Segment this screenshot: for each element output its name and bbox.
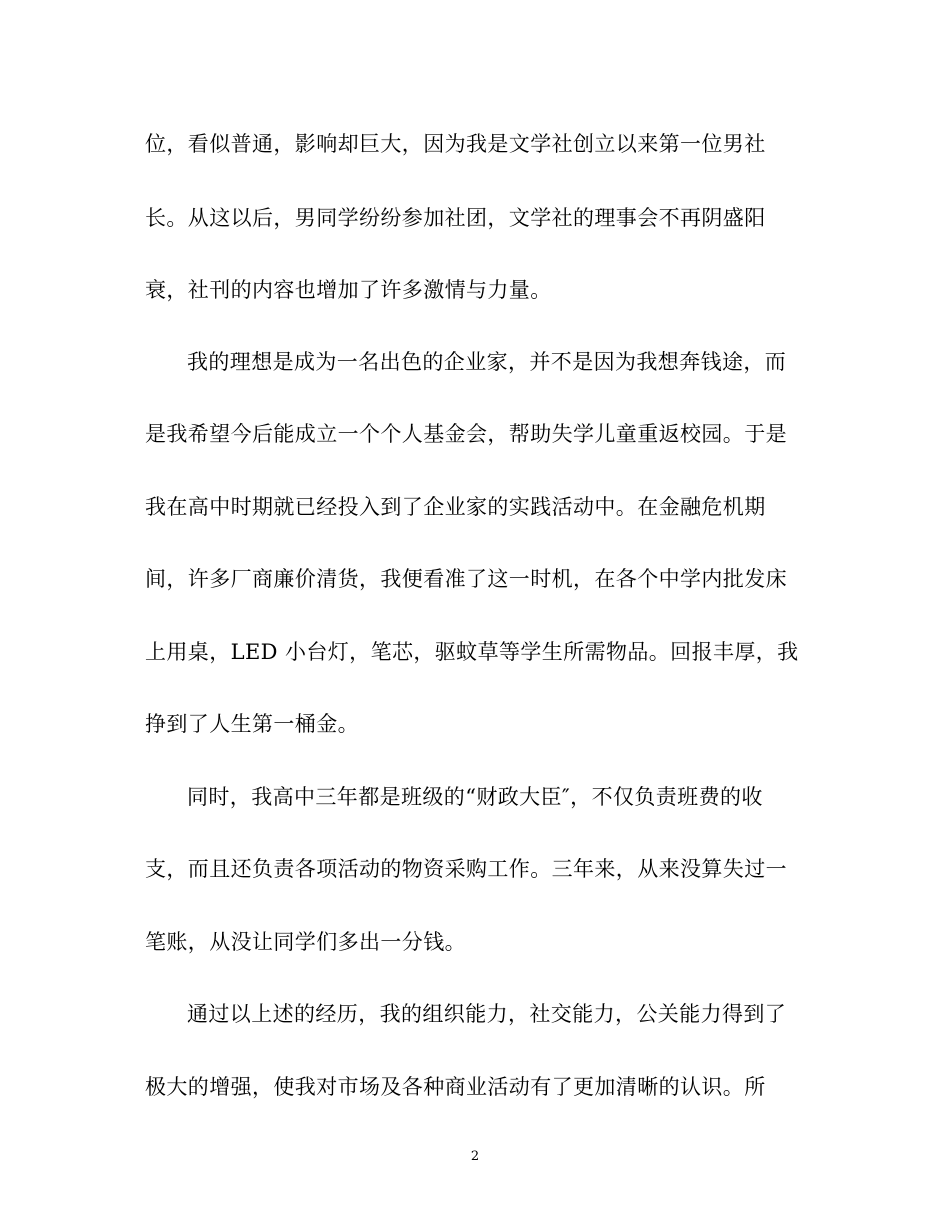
text-line: 是我希望今后能成立一个个人基金会，帮助失学儿童重返校园。于是 [145, 422, 787, 446]
text-line: 衰，社刊的内容也增加了许多激情与力量。 [145, 278, 552, 302]
text-line: 间，许多厂商廉价清货，我便看准了这一时机，在各个中学内批发床 [145, 567, 787, 591]
text-line: 支，而且还负责各项活动的物资采购工作。三年来，从来没算失过一 [145, 857, 787, 881]
text-line: 长。从这以后，男同学纷纷参加社团，文学社的理事会不再阴盛阳 [145, 206, 766, 230]
paragraph-first-line: 同时，我高中三年都是班级的“财政大臣″，不仅负责班费的收 [187, 785, 763, 809]
text-line: 位，看似普通，影响却巨大，因为我是文学社创立以来第一位男社 [145, 132, 766, 156]
page-number: 2 [470, 1149, 480, 1164]
text-line: 挣到了人生第一桶金。 [145, 712, 359, 736]
text-line: 我在高中时期就已经投入到了企业家的实践活动中。在金融危机期 [145, 495, 766, 519]
paragraph-first-line: 我的理想是成为一名出色的企业家，并不是因为我想奔钱途，而 [187, 350, 787, 374]
text-line: 上用桌，LED 小台灯，笔芯，驱蚊草等学生所需物品。回报丰厚，我 [145, 640, 799, 664]
text-line: 笔账，从没让同学们多出一分钱。 [145, 930, 466, 954]
paragraph-first-line: 通过以上述的经历，我的组织能力，社交能力，公关能力得到了 [187, 1002, 787, 1026]
text-line: 极大的增强，使我对市场及各种商业活动有了更加清晰的认识。所 [145, 1075, 766, 1099]
